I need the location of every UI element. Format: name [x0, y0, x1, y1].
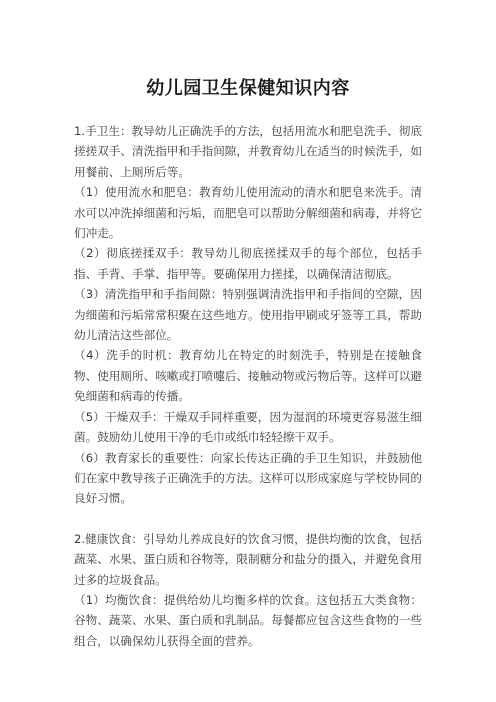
paragraph-running-water-soap: （1）使用流水和肥皂：教育幼儿使用流动的清水和肥皂来洗手。清水可以冲洗掉细菌和污垢，而肥皂可以帮助分解细菌和病毒，并将它们冲走。 — [74, 185, 422, 241]
paragraph-rub-hands: （2）彻底搓揉双手：教导幼儿彻底搓揉双手的每个部位，包括手指、手背、手掌、指甲等。要确保用力搓揉，以确保清洁彻底。 — [74, 246, 422, 281]
paragraph-dry-hands: （5）干燥双手：干燥双手同样重要，因为湿润的环境更容易滋生细菌。鼓励幼儿使用干净的毛巾或纸巾轻轻擦干双手。 — [74, 409, 422, 445]
paragraph-parent-education: （6）教育家长的重要性：向家长传达正确的手卫生知识，并鼓励他们在家中教导孩子正确洗手的方法。这样可以形成家庭与学校协同的良好习惯。 — [74, 450, 422, 506]
section-gap — [74, 509, 422, 529]
paragraph-handwash-timing: （4）洗手的时机：教育幼儿在特定的时刻洗手，特别是在接触食物、使用厕所、咳嗽或打喷嚏后、接触动物或污物后等。这样可以避免细菌和病毒的传播。 — [74, 348, 422, 404]
paragraph-clean-nails: （3）清洗指甲和手指间隙：特别强调清洗指甲和手指间的空隙，因为细菌和污垢常常积聚在这些地方。使用指甲刷或牙签等工具，帮助幼儿清洁这些部位。 — [74, 287, 422, 343]
document-title: 幼儿园卫生保健知识内容 — [146, 78, 350, 99]
paragraph-healthy-diet: 2.健康饮食：引导幼儿养成良好的饮食习惯，提供均衡的饮食，包括蔬菜、水果、蛋白质和谷物等，限制糖分和盐分的摄入，并避免食用过多的垃圾食品。 — [74, 531, 422, 587]
paragraph-balanced-diet: （1）均衡饮食：提供给幼儿均衡多样的饮食。这包括五大类食物：谷物、蔬菜、水果、蛋白质和乳制品。每餐都应包含这些食物的一些组合，以确保幼儿获得全面的营养。 — [74, 592, 422, 648]
paragraph-hand-hygiene: 1.手卫生：教导幼儿正确洗手的方法，包括用流水和肥皂洗手、彻底搓搓双手、清洗指甲和手指间隙，并教育幼儿在适当的时候洗手，如用餐前、上厕所后等。 — [74, 124, 422, 179]
document-body — [74, 121, 422, 651]
